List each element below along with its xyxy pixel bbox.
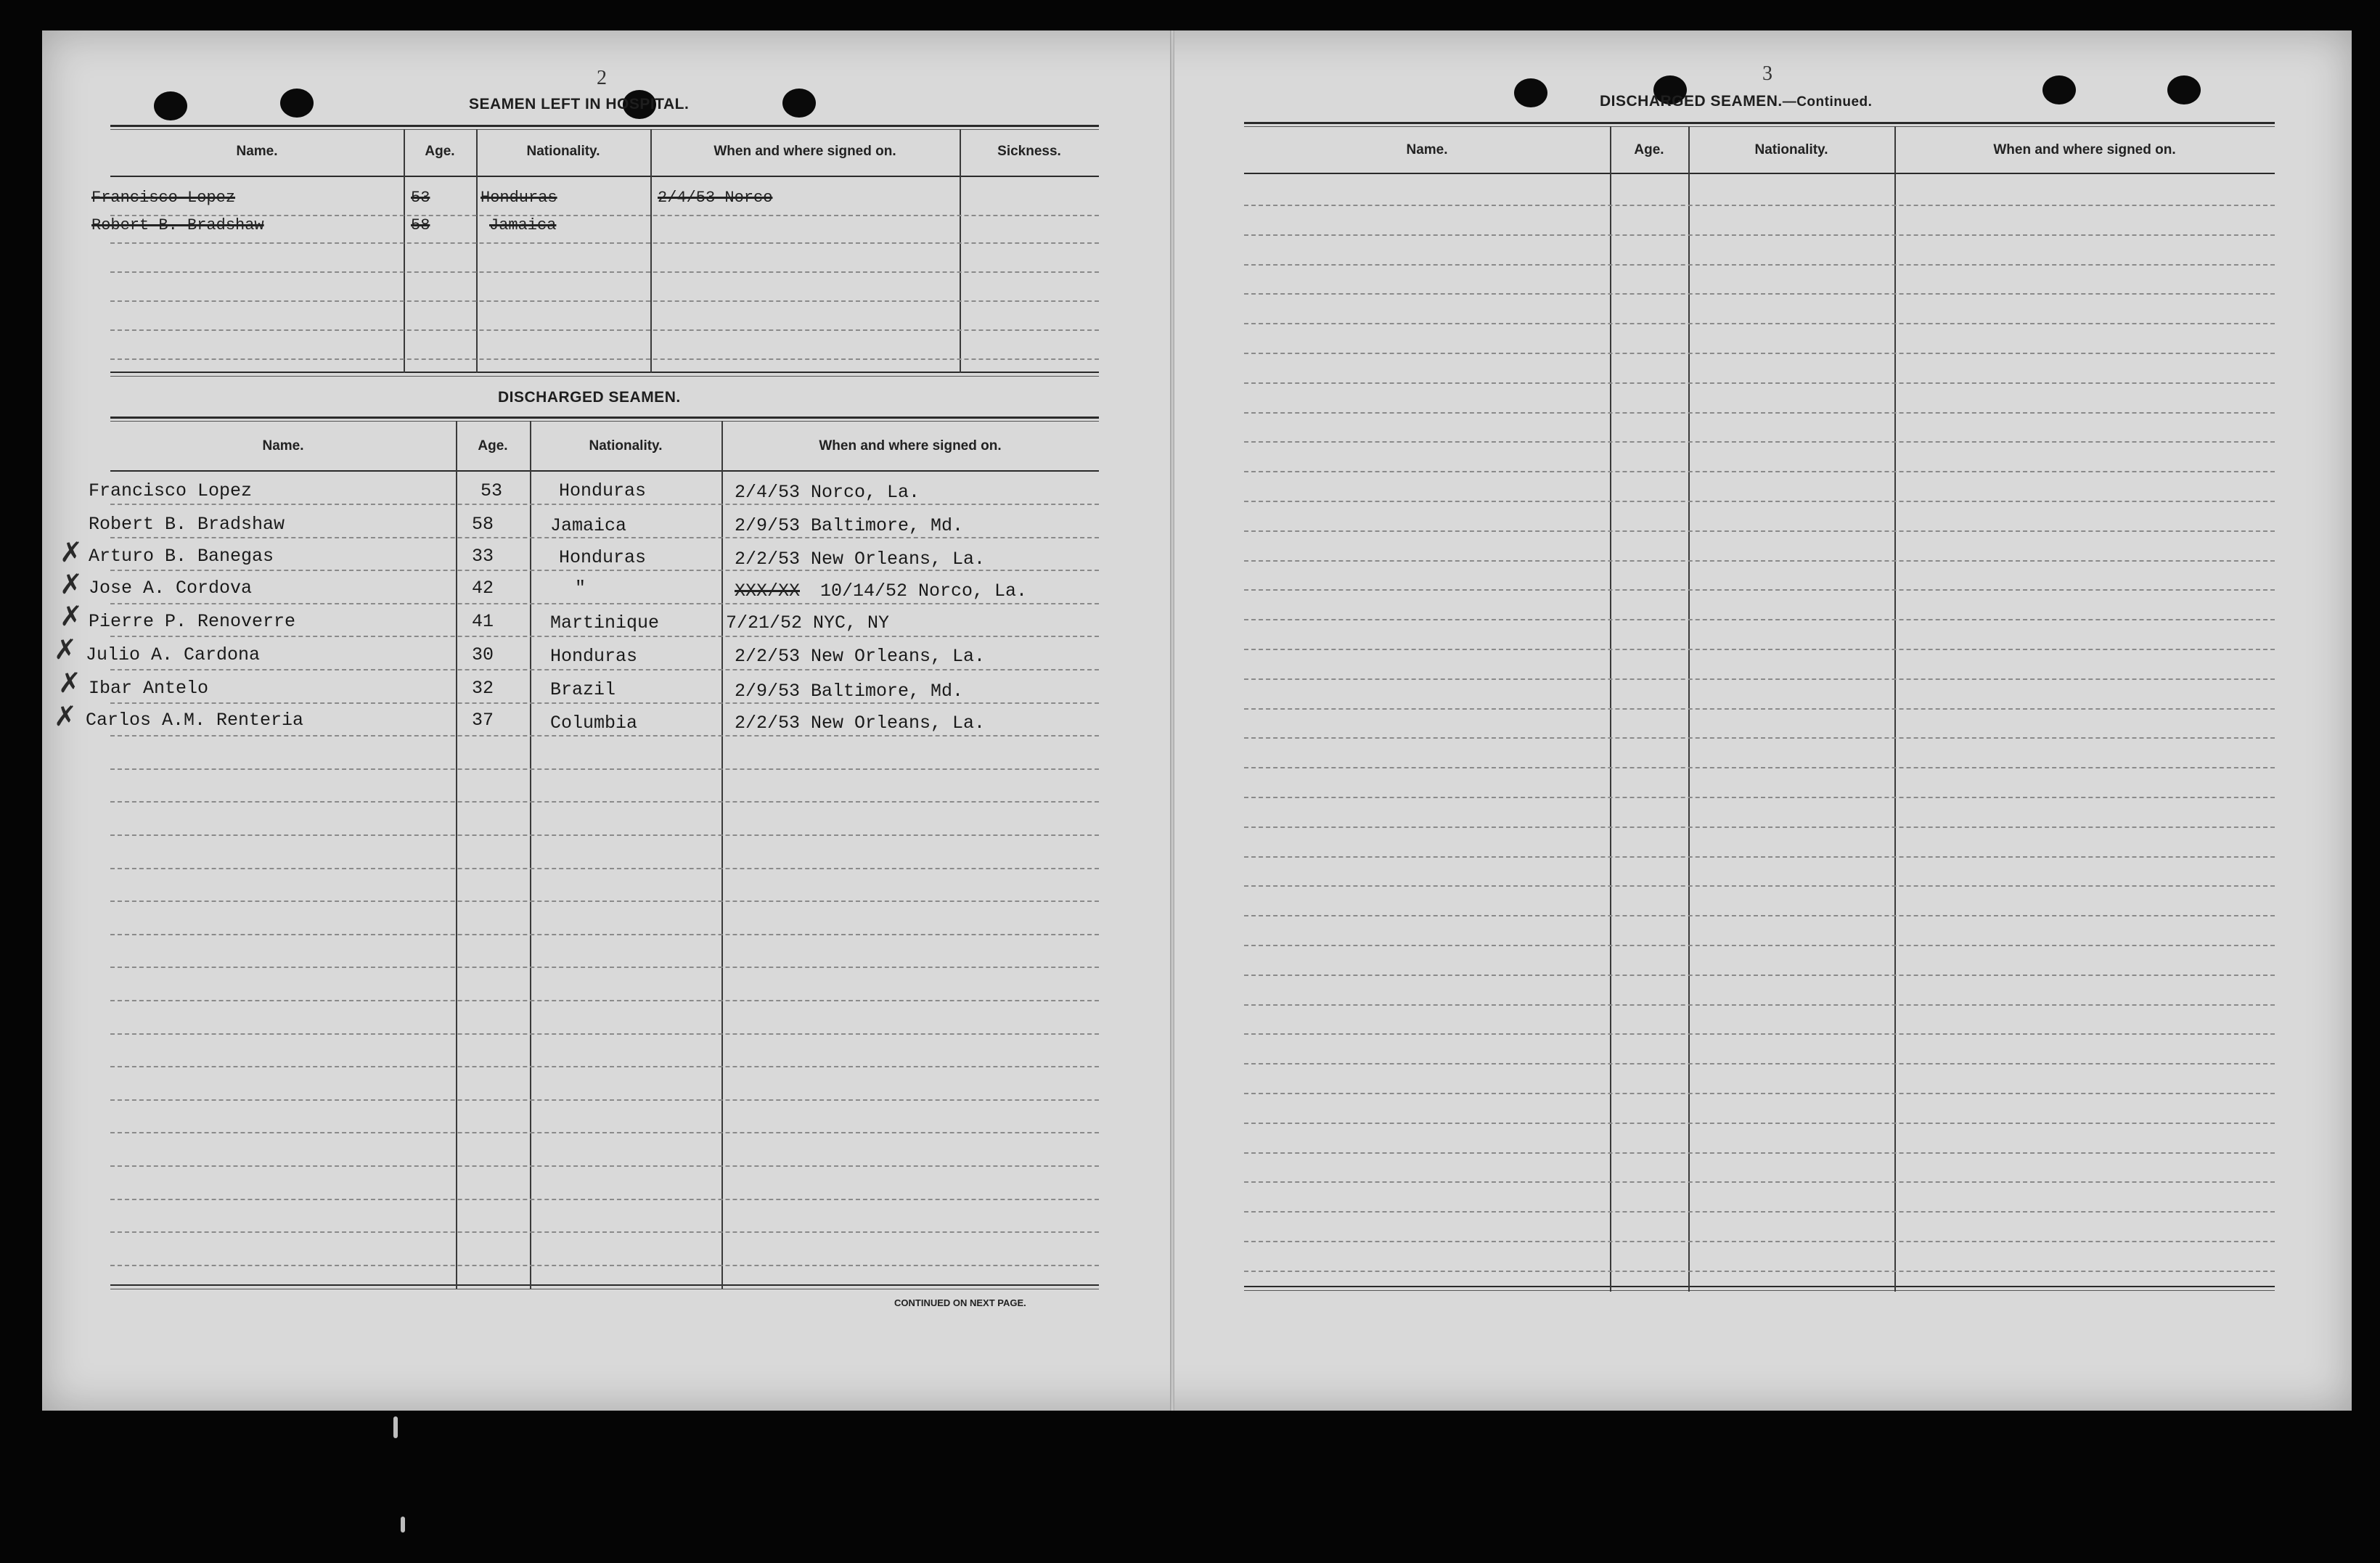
discharged-section-title: DISCHARGED SEAMEN. <box>498 389 681 406</box>
discharged-signed: 7/21/52 NYC, NY <box>726 612 890 633</box>
table-rule <box>110 176 1099 177</box>
page-number-left: 2 <box>597 67 607 89</box>
row-line <box>110 570 1099 571</box>
row-line <box>110 1066 1099 1067</box>
row-line <box>110 702 1099 704</box>
table-rule <box>110 129 1099 130</box>
row-line <box>110 868 1099 869</box>
col-header-name: Name. <box>236 144 278 159</box>
table-rule <box>1244 173 2275 174</box>
row-line <box>110 1033 1099 1035</box>
discharged-age: 33 <box>472 546 494 567</box>
hospital-row-nationality: Jamaica <box>489 216 557 234</box>
discharged-nationality: Columbia <box>550 713 638 734</box>
hospital-row-name: Robert B. Bradshaw <box>91 216 264 234</box>
table-rule <box>110 417 1099 419</box>
row-line <box>110 242 1099 244</box>
row-line <box>1244 1271 2275 1272</box>
row-line <box>110 1000 1099 1001</box>
row-line <box>110 901 1099 902</box>
check-mark: ✗ <box>60 536 83 568</box>
row-line <box>110 537 1099 538</box>
hospital-row-nationality: Honduras <box>481 189 557 207</box>
col-header-age: Age. <box>1634 142 1664 157</box>
table-rule <box>1244 1290 2275 1291</box>
discharged-name: Arturo B. Banegas <box>89 546 274 567</box>
hospital-row-signed: 2/4/53 Norco <box>658 189 773 207</box>
row-line <box>110 1099 1099 1101</box>
row-line <box>110 358 1099 360</box>
discharged-signed: 2/2/53 New Orleans, La. <box>735 713 986 734</box>
row-line <box>1244 471 2275 472</box>
discharged-age: 30 <box>472 644 494 665</box>
row-line <box>110 934 1099 935</box>
film-speck <box>393 1416 398 1438</box>
col-header-signed: When and where signed on. <box>819 438 1002 454</box>
discharged-age: 37 <box>472 710 494 731</box>
row-line <box>110 271 1099 273</box>
row-line <box>1244 530 2275 532</box>
table-rule <box>110 376 1099 377</box>
discharged-nationality: " <box>575 578 586 599</box>
row-line <box>110 329 1099 331</box>
row-line <box>1244 797 2275 798</box>
row-line <box>1244 560 2275 562</box>
col-header-nationality: Nationality. <box>589 438 663 454</box>
table-rule <box>110 372 1099 373</box>
page-number-right: 3 <box>1762 62 1772 85</box>
row-line <box>1244 293 2275 295</box>
right-section-title <box>1600 93 1872 110</box>
document-sheet <box>42 30 2352 1411</box>
row-line <box>110 1265 1099 1266</box>
hospital-section-title: SEAMEN LEFT IN HOSPITAL. <box>469 96 690 112</box>
column-divider <box>530 421 531 1289</box>
row-line <box>1244 323 2275 324</box>
discharged-nationality: Martinique <box>550 612 660 633</box>
discharged-signed: 2/2/53 New Orleans, La. <box>735 646 986 667</box>
page-fold <box>1170 30 1174 1411</box>
punch-hole <box>154 91 187 120</box>
right-section-title-main: DISCHARGED SEAMEN. <box>1600 93 1783 110</box>
film-speck <box>401 1517 405 1533</box>
table-rule <box>110 421 1099 422</box>
discharged-age: 32 <box>472 678 494 699</box>
row-line <box>110 801 1099 803</box>
row-line <box>1244 945 2275 946</box>
row-line <box>1244 708 2275 710</box>
row-line <box>1244 975 2275 976</box>
discharged-nationality: Brazil <box>550 679 616 700</box>
column-divider <box>721 421 723 1289</box>
row-line <box>1244 264 2275 266</box>
row-line <box>1244 353 2275 354</box>
row-line <box>1244 501 2275 502</box>
discharged-nationality: Honduras <box>559 547 647 568</box>
row-line <box>1244 589 2275 591</box>
discharged-signed: 2/2/53 New Orleans, La. <box>735 549 986 570</box>
check-mark: ✗ <box>54 633 77 665</box>
check-mark: ✗ <box>60 568 83 600</box>
discharged-signed-struck: XXX/XX <box>735 581 801 602</box>
hospital-row-age: 53 <box>411 189 430 207</box>
row-line <box>1244 1004 2275 1006</box>
discharged-name: Ibar Antelo <box>89 678 209 699</box>
discharged-signed: 2/9/53 Baltimore, Md. <box>735 515 964 536</box>
table-rule <box>1244 1286 2275 1287</box>
discharged-name: Robert B. Bradshaw <box>89 514 285 535</box>
discharged-signed: 2/9/53 Baltimore, Md. <box>735 681 964 702</box>
punch-hole <box>2042 75 2076 104</box>
discharged-name: Jose A. Cordova <box>89 578 253 599</box>
row-line <box>1244 1241 2275 1242</box>
table-rule <box>1244 122 2275 124</box>
col-header-nationality: Nationality. <box>526 144 600 159</box>
row-line <box>110 636 1099 637</box>
row-line <box>110 1132 1099 1133</box>
discharged-name: Julio A. Cardona <box>86 644 261 665</box>
col-header-signed: When and where signed on. <box>1993 142 2176 157</box>
discharged-age: 53 <box>481 480 503 501</box>
discharged-age: 42 <box>472 578 494 599</box>
hospital-row-age: 58 <box>411 216 430 234</box>
discharged-nationality: Honduras <box>559 480 647 501</box>
column-divider <box>650 129 652 373</box>
row-line <box>110 768 1099 770</box>
punch-hole <box>2167 75 2201 104</box>
row-line <box>1244 441 2275 443</box>
punch-hole <box>1514 78 1547 107</box>
punch-hole <box>280 89 314 118</box>
row-line <box>1244 1033 2275 1035</box>
discharged-signed: 2/4/53 Norco, La. <box>735 482 920 503</box>
row-line <box>1244 1181 2275 1183</box>
discharged-nationality: Honduras <box>550 646 638 667</box>
row-line <box>110 1165 1099 1167</box>
row-line <box>110 834 1099 836</box>
check-mark: ✗ <box>58 667 81 699</box>
discharged-name: Carlos A.M. Renteria <box>86 710 304 731</box>
row-line <box>1244 1093 2275 1094</box>
col-header-signed: When and where signed on. <box>713 144 896 159</box>
discharged-age: 41 <box>472 611 494 632</box>
col-header-nationality: Nationality. <box>1754 142 1828 157</box>
col-header-age: Age. <box>478 438 508 454</box>
right-section-title-suffix: —Continued. <box>1782 94 1873 110</box>
row-line <box>110 504 1099 505</box>
row-line <box>1244 856 2275 858</box>
check-mark: ✗ <box>60 600 83 632</box>
discharged-nationality: Jamaica <box>550 515 627 536</box>
column-divider <box>476 129 478 373</box>
table-rule <box>110 125 1099 127</box>
table-rule <box>110 1284 1099 1286</box>
row-line <box>1244 826 2275 828</box>
row-line <box>1244 1211 2275 1213</box>
row-line <box>1244 885 2275 887</box>
row-line <box>1244 412 2275 414</box>
column-divider <box>960 129 961 373</box>
row-line <box>110 967 1099 968</box>
col-header-name: Name. <box>262 438 304 454</box>
col-header-age: Age. <box>425 144 455 159</box>
row-line <box>1244 649 2275 650</box>
row-line <box>110 1199 1099 1200</box>
col-header-sickness: Sickness. <box>997 144 1061 159</box>
punch-hole <box>782 89 816 118</box>
continued-note: CONTINUED ON NEXT PAGE. <box>894 1297 1026 1308</box>
column-divider <box>404 129 405 373</box>
row-line <box>110 603 1099 604</box>
row-line <box>110 735 1099 737</box>
row-line <box>1244 915 2275 916</box>
row-line <box>1244 1152 2275 1154</box>
row-line <box>1244 382 2275 384</box>
col-header-name: Name. <box>1406 142 1448 157</box>
row-line <box>110 300 1099 302</box>
row-line <box>1244 767 2275 768</box>
discharged-name: Francisco Lopez <box>89 480 253 501</box>
row-line <box>1244 1123 2275 1124</box>
row-line <box>1244 234 2275 236</box>
discharged-signed: 10/14/52 Norco, La. <box>820 581 1028 602</box>
row-line <box>1244 205 2275 206</box>
table-rule <box>110 470 1099 472</box>
row-line <box>110 1231 1099 1233</box>
column-divider <box>456 421 457 1289</box>
row-line <box>110 669 1099 670</box>
row-line <box>1244 619 2275 620</box>
check-mark: ✗ <box>54 700 77 732</box>
row-line <box>1244 1063 2275 1064</box>
discharged-age: 58 <box>472 514 494 535</box>
row-line <box>1244 678 2275 680</box>
discharged-name: Pierre P. Renoverre <box>89 611 296 632</box>
hospital-row-name: Francisco Lopez <box>91 189 236 207</box>
row-line <box>1244 737 2275 739</box>
table-rule <box>1244 126 2275 127</box>
